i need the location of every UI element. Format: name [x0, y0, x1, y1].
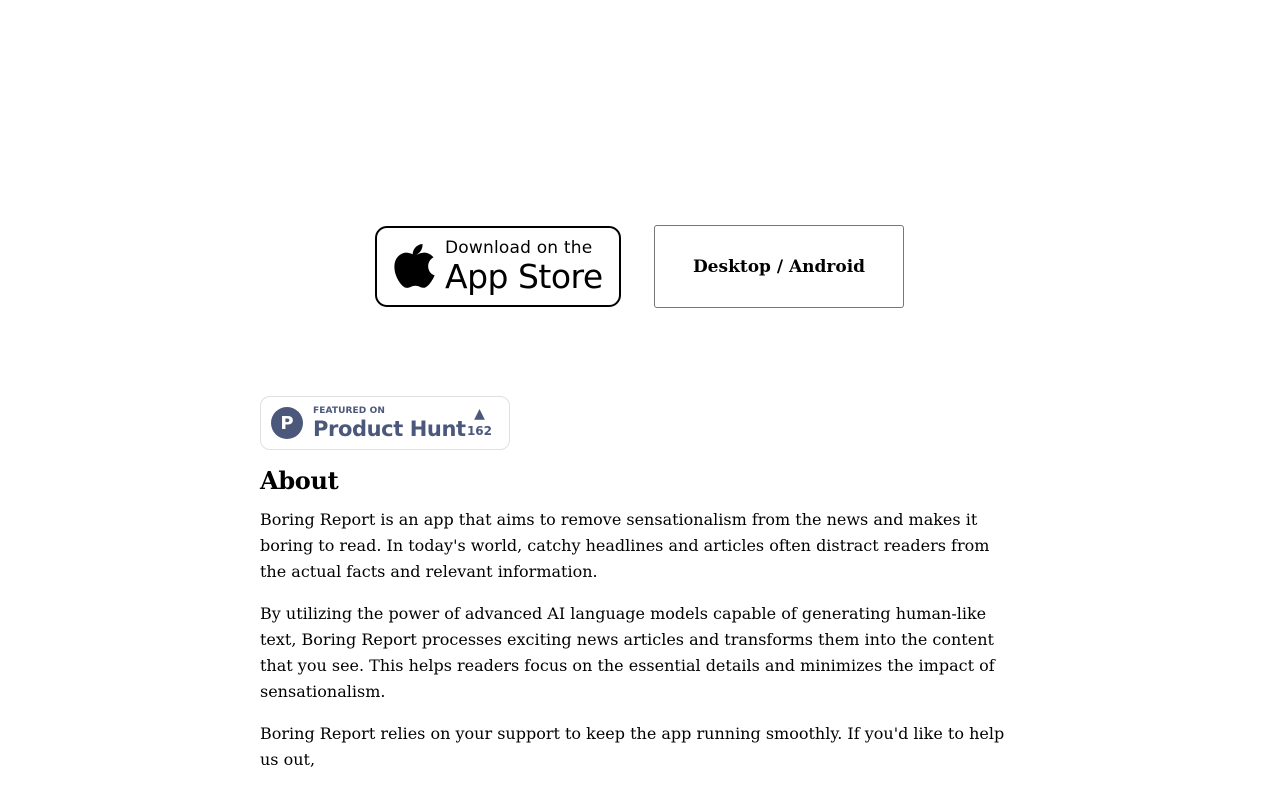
product-hunt-logo-icon: P: [271, 407, 303, 439]
app-store-button[interactable]: [375, 226, 621, 307]
desktop-android-button[interactable]: Desktop / Android: [654, 225, 904, 308]
about-paragraph-1: Boring Report is an app that aims to remove sensationalism from the news and makes it boring to read. In today's world, catchy headlines and articles often distract readers from the actual facts and relevant information.: [260, 510, 990, 581]
about-heading: About: [260, 466, 339, 495]
product-hunt-name: Product Hunt: [313, 416, 466, 441]
about-paragraph-2: By utilizing the power of advanced AI language models capable of generating human-like text, Boring Report processes exciting news articles and transforms them into the content that you see. This helps readers focus on the essential details and minimizes the impact of sensationalism.: [260, 604, 995, 701]
product-hunt-text: [313, 407, 466, 440]
product-hunt-featured-label: FEATURED ON: [313, 405, 385, 416]
product-hunt-badge[interactable]: [260, 396, 510, 450]
app-store-large-label: App Store: [445, 257, 603, 296]
app-store-text: [445, 238, 603, 296]
about-paragraph-3: Boring Report relies on your support to keep the app running smoothly. If you'd like to help us out,: [260, 724, 1005, 769]
apple-icon: [395, 240, 435, 288]
app-store-small-label: Download on the: [445, 238, 593, 258]
upvote-arrow-icon: ▲: [474, 406, 485, 422]
product-hunt-votes: [467, 407, 492, 438]
about-section: [260, 466, 1020, 789]
upvote-count: 162: [466, 424, 492, 438]
download-row: [375, 225, 904, 308]
